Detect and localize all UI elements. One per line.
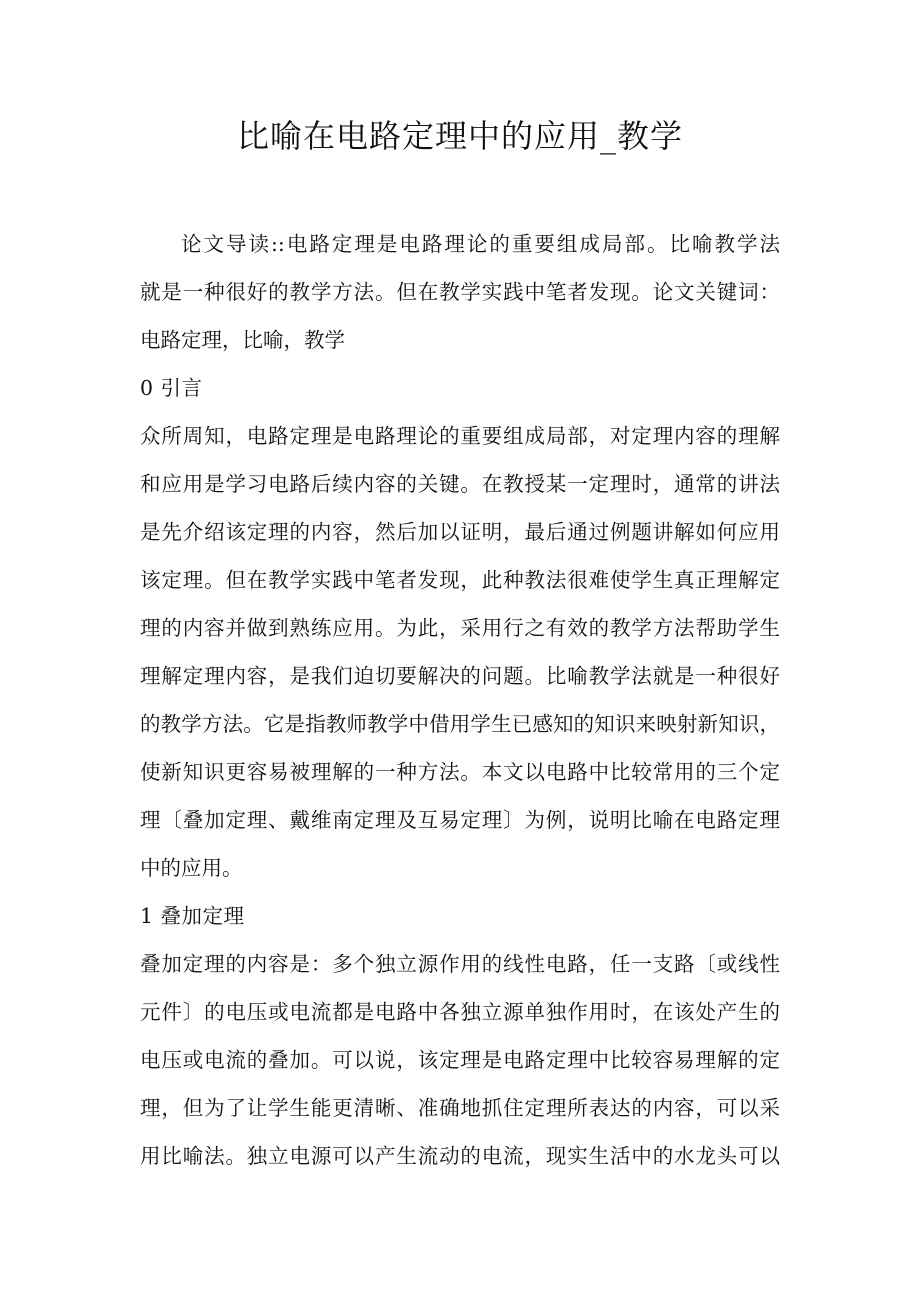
text-line: 和应用是学习电路后续内容的关键。在教授某一定理时，通常的讲法	[140, 472, 780, 496]
section-heading: 0 引言	[140, 376, 203, 400]
text-line: 论文导读::电路定理是电路理论的重要组成局部。比喻教学法	[181, 232, 780, 256]
text-line: 电压或电流的叠加。可以说，该定理是电路定理中比较容易理解的定	[140, 1048, 780, 1072]
text-line: 中的应用。	[140, 856, 243, 880]
text-line: 该定理。但在教学实践中笔者发现，此种教法很难使学生真正理解定	[140, 568, 780, 592]
text-line: 元件〕的电压或电流都是电路中各独立源单独作用时，在该处产生的	[140, 1000, 780, 1024]
document-body	[140, 220, 780, 1180]
text-line: 的教学方法。它是指教师教学中借用学生已感知的知识来映射新知识，	[140, 712, 780, 736]
text-line: 就是一种很好的教学方法。但在教学实践中笔者发现。论文关键词：	[140, 280, 780, 304]
text-line: 众所周知，电路定理是电路理论的重要组成局部，对定理内容的理解	[140, 424, 780, 448]
text-line: 理，但为了让学生能更清晰、准确地抓住定理所表达的内容，可以采	[140, 1096, 780, 1120]
section-heading: 1 叠加定理	[140, 904, 245, 928]
document-title: 比喻在电路定理中的应用_教学	[236, 117, 683, 155]
text-line: 理〔叠加定理、戴维南定理及互易定理〕为例，说明比喻在电路定理	[140, 808, 780, 832]
text-line: 叠加定理的内容是：多个独立源作用的线性电路，任一支路〔或线性	[140, 952, 780, 976]
text-line: 电路定理，比喻，教学	[140, 328, 345, 352]
text-line: 理解定理内容，是我们迫切要解决的问题。比喻教学法就是一种很好	[140, 664, 780, 688]
text-line: 理的内容并做到熟练应用。为此，采用行之有效的教学方法帮助学生	[140, 616, 780, 640]
text-line: 使新知识更容易被理解的一种方法。本文以电路中比较常用的三个定	[140, 760, 780, 784]
text-line: 是先介绍该定理的内容，然后加以证明，最后通过例题讲解如何应用	[140, 520, 780, 544]
text-line: 用比喻法。独立电源可以产生流动的电流，现实生活中的水龙头可以	[140, 1144, 780, 1168]
